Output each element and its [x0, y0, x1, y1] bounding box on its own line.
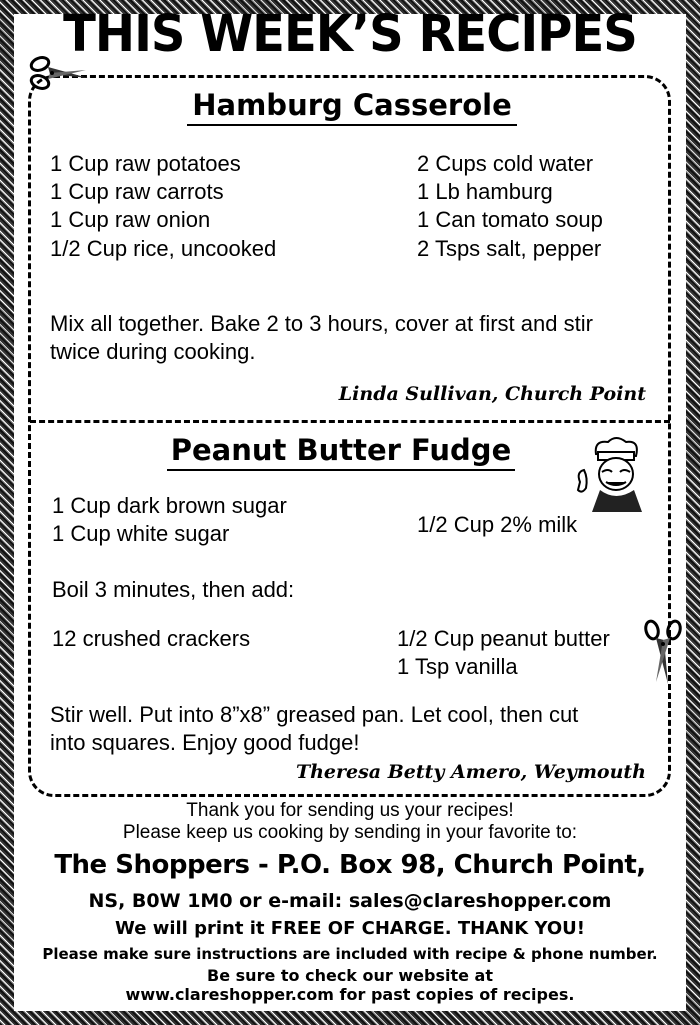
ingredient: 1 Lb hamburg [417, 179, 553, 204]
ingredient: 1 Can tomato soup [417, 207, 603, 232]
ingredient: 2 Tsps salt, pepper [417, 236, 602, 261]
instructions: Boil 3 minutes, then add: [52, 577, 295, 602]
ingredient: 1 Cup raw potatoes [50, 151, 241, 176]
scissors-icon [28, 52, 90, 92]
chef-icon [572, 432, 654, 512]
footer-website-1: Be sure to check our website at [207, 966, 493, 985]
footer-request: Please keep us cooking by sending in your favorite to: [122, 822, 578, 843]
ingredient: 1/2 Cup rice, uncooked [50, 236, 277, 261]
recipe-title-peanut-butter-fudge: Peanut Butter Fudge [167, 433, 515, 471]
footer-thanks: Thank you for sending us your recipes! [186, 800, 514, 821]
page-title: THIS WEEK’S RECIPES [63, 4, 637, 64]
footer-note: Please make sure instructions are included with recipe & phone number. [42, 945, 658, 963]
scissors-icon [642, 618, 686, 686]
ingredient: 1/2 Cup peanut butter [397, 626, 610, 651]
ingredient: 1 Cup white sugar [52, 521, 230, 546]
ingredient: 1 Cup dark brown sugar [52, 493, 287, 518]
ingredient: 12 crushed crackers [52, 626, 251, 651]
ingredient: 1 Cup raw carrots [50, 179, 224, 204]
ingredient: 2 Cups cold water [417, 151, 594, 176]
ingredient: 1/2 Cup 2% milk [417, 512, 578, 537]
instructions: twice during cooking. [50, 339, 256, 364]
footer-website-2: www.clareshopper.com for past copies of recipes. [125, 985, 575, 1004]
instructions: into squares. Enjoy good fudge! [50, 730, 360, 755]
footer-contact: NS, B0W 1M0 or e-mail: sales@clareshopper.com [88, 890, 612, 912]
instructions: Stir well. Put into 8”x8” greased pan. Let cool, then cut [50, 702, 579, 727]
ingredient: 1 Tsp vanilla [397, 654, 518, 679]
footer-free: We will print it FREE OF CHARGE. THANK YOU! [115, 918, 585, 939]
recipe-author: Linda Sullivan, Church Point [338, 383, 646, 405]
footer-address: The Shoppers - P.O. Box 98, Church Point, [54, 850, 646, 880]
recipe-title-hamburg-casserole: Hamburg Casserole [187, 88, 517, 126]
ingredient: 1 Cup raw onion [50, 207, 211, 232]
instructions: Mix all together. Bake 2 to 3 hours, cover at first and stir [50, 311, 593, 336]
recipe-divider [30, 420, 670, 423]
recipe-author: Theresa Betty Amero, Weymouth [295, 761, 646, 783]
